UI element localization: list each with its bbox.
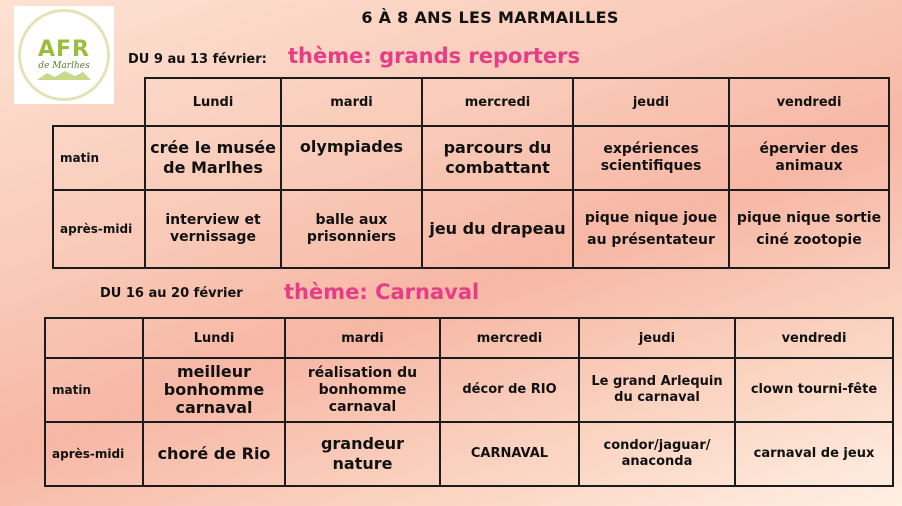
week1-day-header: jeudi <box>573 78 729 126</box>
corner-cell <box>53 78 145 126</box>
week2-morning-row <box>45 358 893 422</box>
activity-cell: pique nique joue au présentateur <box>573 190 729 268</box>
activity-cell: grandeur nature <box>285 422 440 486</box>
page-title: 6 À 8 ANS LES MARMAILLES <box>361 8 619 27</box>
activity-cell: olympiades <box>281 126 422 190</box>
week1-day-header: mardi <box>281 78 422 126</box>
week1-day-header: mercredi <box>422 78 573 126</box>
activity-cell: carnaval de jeux <box>735 422 893 486</box>
week1-schedule-table <box>52 77 890 269</box>
activity-cell: condor/jaguar/ anaconda <box>579 422 735 486</box>
week2-day-header: Lundi <box>143 318 285 358</box>
activity-cell: balle aux prisonniers <box>281 190 422 268</box>
row-label-matin: matin <box>45 358 143 422</box>
activity-cell: CARNAVAL <box>440 422 579 486</box>
week1-morning-row <box>53 126 889 190</box>
activity-cell: jeu du drapeau <box>422 190 573 268</box>
activity-cell: choré de Rio <box>143 422 285 486</box>
row-label-apres-midi: après-midi <box>45 422 143 486</box>
week1-afternoon-row <box>53 190 889 268</box>
week2-afternoon-row <box>45 422 893 486</box>
corner-cell <box>45 318 143 358</box>
week2-day-header: mercredi <box>440 318 579 358</box>
activity-cell: meilleur bonhomme carnaval <box>143 358 285 422</box>
week2-theme: thème: Carnaval <box>284 280 480 304</box>
activity-cell: épervier des animaux <box>729 126 889 190</box>
row-label-matin: matin <box>53 126 145 190</box>
week2-schedule-table <box>44 317 894 487</box>
activity-cell: interview et vernissage <box>145 190 281 268</box>
activity-cell: expériences scientifiques <box>573 126 729 190</box>
logo-text: AFR <box>38 37 90 62</box>
activity-cell: réalisation du bonhomme carnaval <box>285 358 440 422</box>
week2-header-row <box>45 318 893 358</box>
week2-day-header: vendredi <box>735 318 893 358</box>
activity-cell: décor de RIO <box>440 358 579 422</box>
week1-header-row <box>53 78 889 126</box>
activity-cell: pique nique sortie ciné zootopie <box>729 190 889 268</box>
activity-cell: Le grand Arlequin du carnaval <box>579 358 735 422</box>
activity-cell: crée le musée de Marlhes <box>145 126 281 190</box>
logo-subtitle: de Marlhes <box>38 61 90 71</box>
week1-day-header: Lundi <box>145 78 281 126</box>
week1-day-header: vendredi <box>729 78 889 126</box>
week1-theme: thème: grands reporters <box>288 44 580 68</box>
week2-dates: DU 16 au 20 février <box>100 286 243 301</box>
week2-day-header: mardi <box>285 318 440 358</box>
activity-cell: parcours du combattant <box>422 126 573 190</box>
activity-cell: clown tourni-fête <box>735 358 893 422</box>
week2-day-header: jeudi <box>579 318 735 358</box>
week1-dates: DU 9 au 13 février: <box>128 52 267 67</box>
row-label-apres-midi: après-midi <box>53 190 145 268</box>
